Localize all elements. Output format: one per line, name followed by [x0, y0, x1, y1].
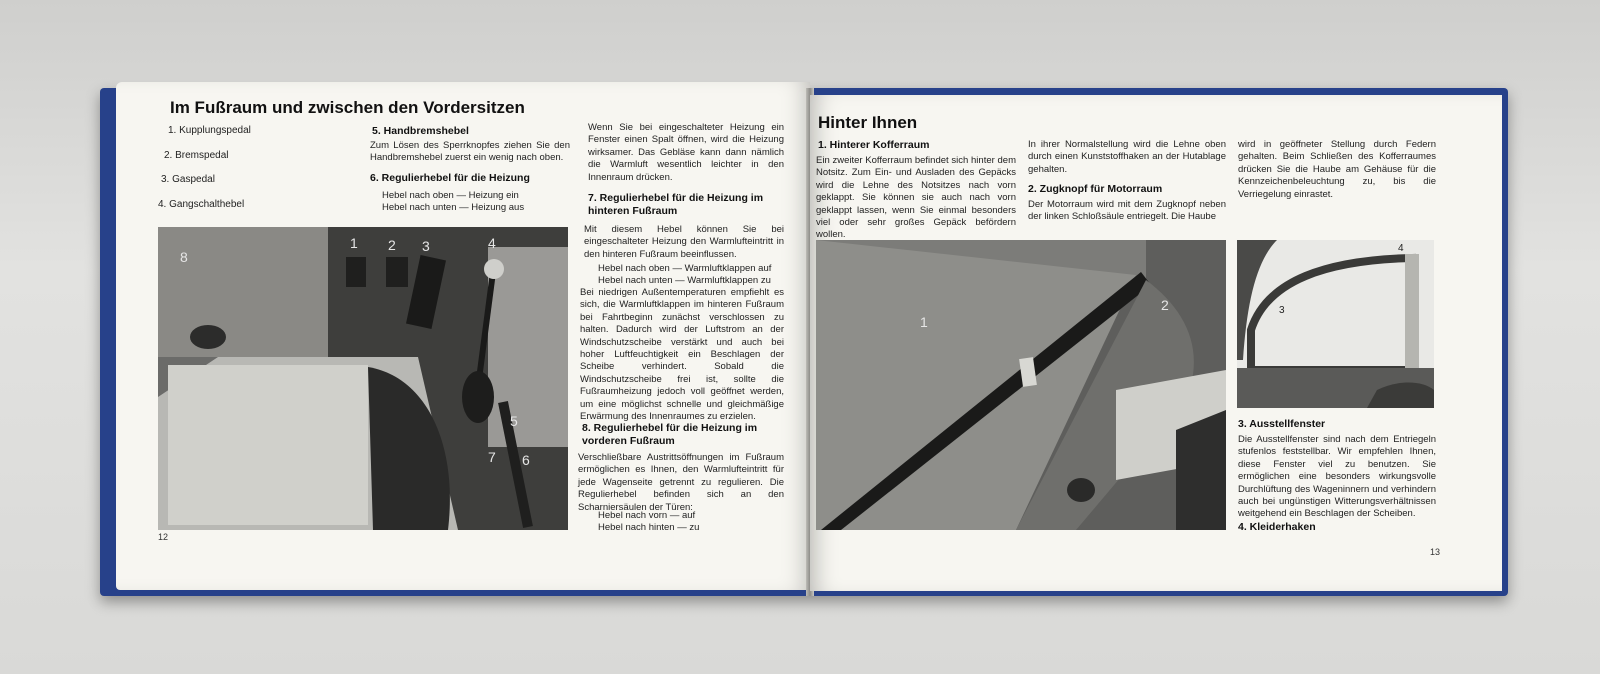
photo-label: 1	[350, 235, 358, 251]
item8-text: Verschließbare Austrittsöffnungen im Fußraum ermöglichen es Ihnen, den Warmlufteintritt für jede Wagenseite getrennt zu regulieren. Die Regulierhebel befinden sich an den Scharniersäulen der Türen:	[578, 452, 784, 513]
photo-label: 3	[422, 238, 430, 254]
page-number: 13	[1430, 547, 1441, 557]
photo-label: 5	[510, 413, 518, 429]
item7-text: Mit diesem Hebel können Sie bei eingeschalteter Heizung den Warmlufteintritt in den hinteren Fußraum beeinflussen.	[584, 224, 784, 260]
luggage-photo	[816, 240, 1226, 530]
footwell-photo-art	[158, 227, 568, 530]
photo-label: 6	[522, 452, 530, 468]
item7-more-text: Bei niedrigen Außentemperaturen empfiehlt es sich, die Warmluftklappen im hinteren Fußraum bei Fahrtbeginn zunächst verschlossen zu halten. Dadurch wird der Luftstrom an der Windschutzscheibe verstärkt und auch bei hoher Luftfeuchtigkeit ein Beschlagen der Scheibe verhindert. Sobald die Windschutzscheibe frei ist, sollte die Fußraumheizung jedoch voll geöffnet werden, um eine möglichst schnelle und gleichmäßige Erwärmung des Innenraumes zu erzielen.	[580, 287, 784, 423]
item7-lever-text: Hebel nach oben — Warmluftklappen auf Hebel nach unten — Warmluftklappen zu	[598, 263, 772, 287]
right-page-title: Hinter Ihnen	[818, 113, 918, 132]
item4-heading: 4. Kleiderhaken	[1238, 521, 1316, 533]
photo-label: 2	[1161, 297, 1169, 313]
photo-label: 4	[488, 235, 496, 251]
item5-heading: 5. Handbremshebel	[372, 125, 469, 137]
list-item: 4. Gangschalthebel	[158, 199, 245, 210]
photo-label: 4	[1398, 243, 1404, 254]
window-photo-art	[1237, 240, 1434, 408]
item6-heading: 6. Regulierhebel für die Heizung	[370, 172, 530, 184]
item3-heading: 3. Ausstellfenster	[1238, 418, 1326, 430]
seat-back-text: In ihrer Normalstellung wird die Lehne oben durch einen Kunststoffhaken an der Hutablage gehalten.	[1028, 139, 1226, 175]
photo-label: 3	[1279, 305, 1285, 316]
right-page	[810, 95, 1502, 591]
left-page-title: Im Fußraum und zwischen den Vordersitzen	[170, 98, 525, 117]
item1-heading: 1. Hinterer Kofferraum	[818, 139, 930, 151]
item1-text: Ein zweiter Kofferraum befindet sich hinter dem Notsitz. Zum Ein- und Ausladen des Gepäcks wird die Lehne des Notsitzes nach vorn geklappt. Sie können sie auch nach vorn geklappt lassen, wenn Sie einmal besonders viel oder sehr großes Gepäck befördern wollen.	[816, 155, 1016, 241]
hood-text: wird in geöffneter Stellung durch Federn gehalten. Beim Schließen des Kofferraumes drücken Sie die Haube am Gehäuse für die Kennzeichenbeleuchtung zu, bis die Verriegelung einrastet.	[1238, 139, 1436, 200]
photo-label: 7	[488, 449, 496, 465]
item8-lever-text: Hebel nach vorn — auf Hebel nach hinten — zu	[598, 510, 700, 534]
item3-text: Die Ausstellfenster sind nach dem Entriegeln stufenlos feststellbar. Wir empfehlen Ihnen, diese Fenster viel zu benutzen. Sie ermöglichen eine besonders wirkungsvolle Durchlüftung des Wageninnern und verhindern auch bei ungünstigen Witterungsverhältnissen weitgehend ein Beschlagen der Scheiben.	[1238, 434, 1436, 520]
item2-text: Der Motorraum wird mit dem Zugknopf neben der linken Schloßsäule entriegelt. Die Haube	[1028, 199, 1226, 223]
photo-label: 2	[388, 237, 396, 253]
left-page	[116, 82, 810, 590]
list-item: 2. Bremspedal	[164, 150, 229, 161]
item6-text: Hebel nach oben — Heizung ein Hebel nach unten — Heizung aus	[382, 190, 525, 214]
photo-label: 1	[920, 314, 928, 330]
window-photo	[1237, 240, 1434, 408]
item8-heading: 8. Regulierhebel für die Heizung im vorderen Fußraum	[582, 422, 758, 447]
page-number: 12	[158, 532, 169, 542]
heating-intro-text: Wenn Sie bei eingeschalteter Heizung ein Fenster einen Spalt öffnen, wird die Heizung wirksamer. Das Gebläse kann dann nämlich die Warmluft wesentlich leichter in den Innenraum drücken.	[588, 122, 784, 183]
luggage-photo-art	[816, 240, 1226, 530]
item7-heading: 7. Regulierhebel für die Heizung im hinteren Fußraum	[588, 192, 764, 217]
list-item: 3. Gaspedal	[161, 174, 215, 185]
footwell-photo	[158, 227, 568, 530]
item5-text: Zum Lösen des Sperrknopfes ziehen Sie den Handbremshebel zuerst ein wenig nach oben.	[370, 140, 570, 164]
item2-heading: 2. Zugknopf für Motorraum	[1028, 183, 1163, 195]
list-item: 1. Kupplungspedal	[168, 125, 251, 136]
photo-label: 8	[180, 249, 188, 265]
